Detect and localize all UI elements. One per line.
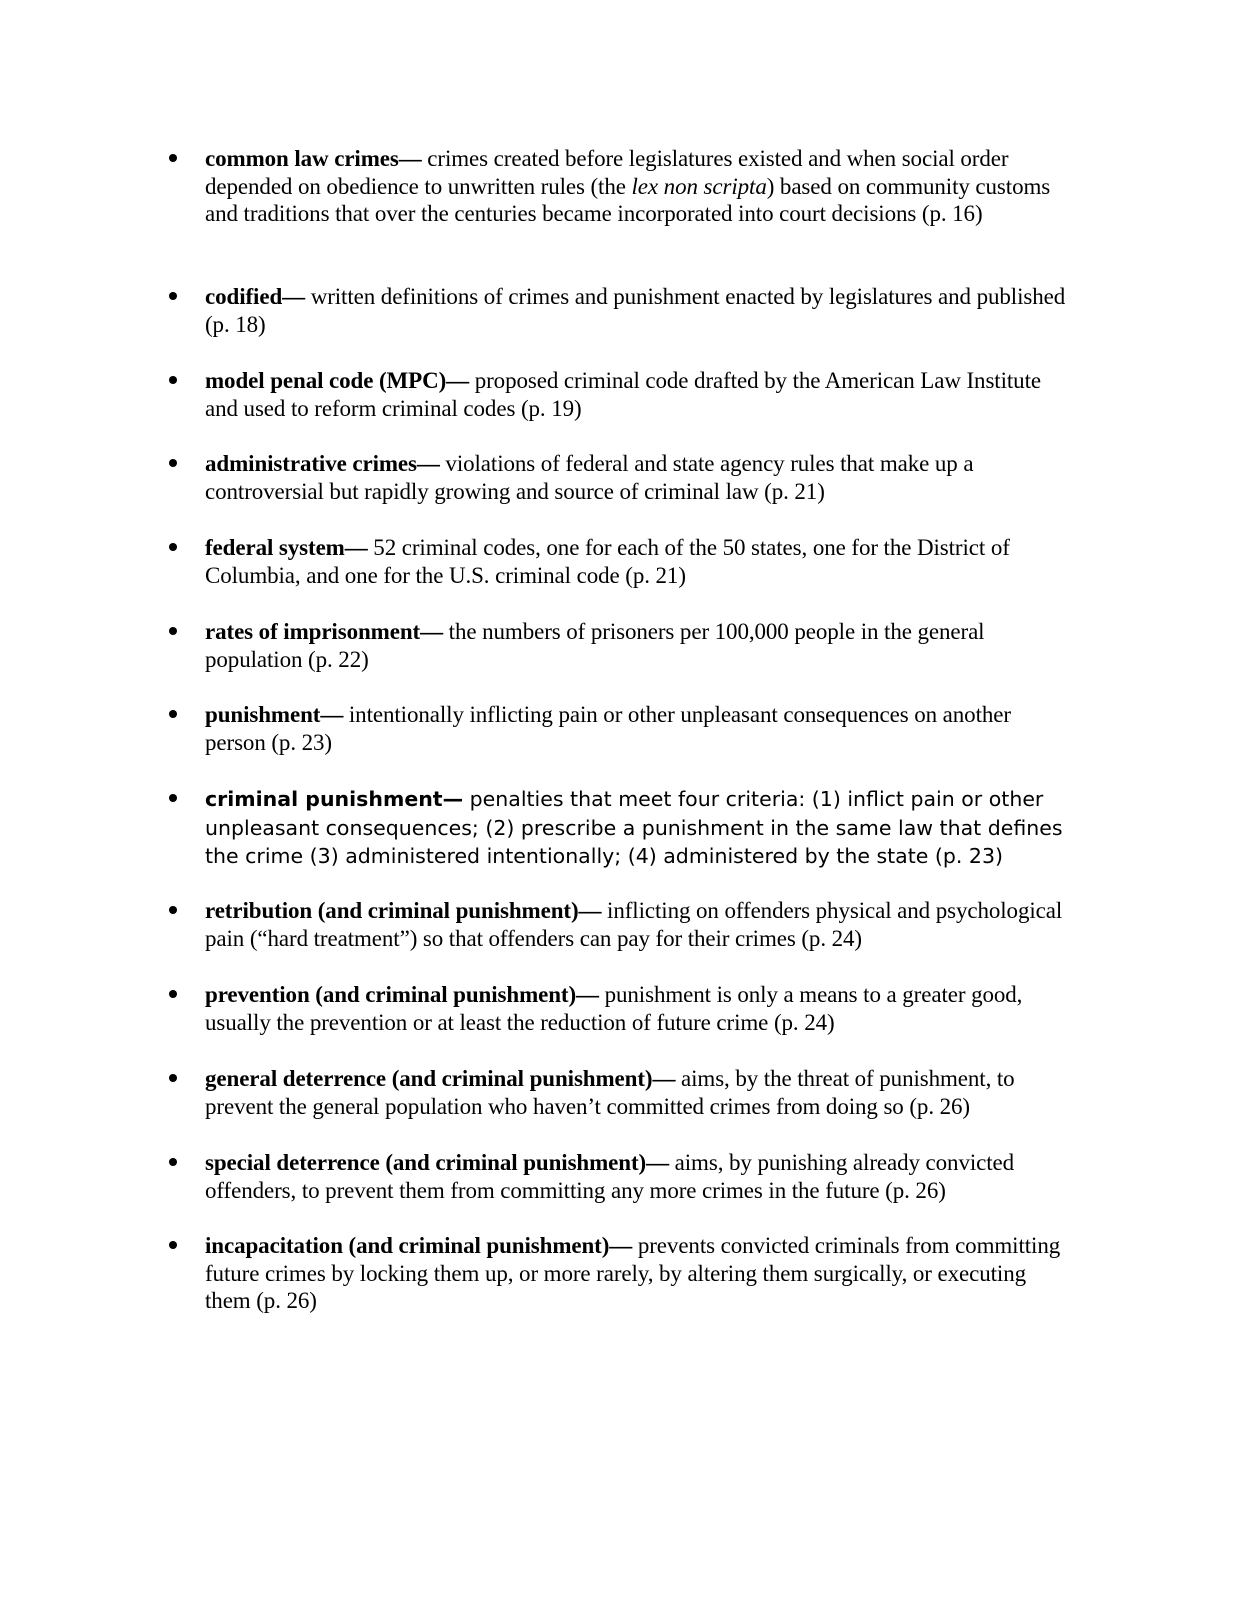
- bullet-icon: [169, 367, 181, 395]
- glossary-entry: [205, 897, 1075, 952]
- glossary-term: administrative crimes—: [205, 451, 440, 476]
- glossary-entry: [205, 1232, 1075, 1315]
- bullet-icon: [169, 1065, 181, 1093]
- glossary-definition: the numbers of prisoners per 100,000 people in the general population (p. 22): [205, 619, 985, 672]
- bullet-icon: [169, 785, 181, 813]
- glossary-term: criminal punishment—: [205, 787, 464, 811]
- glossary-entry: [205, 1149, 1075, 1204]
- glossary-term: prevention (and criminal punishment)—: [205, 982, 599, 1007]
- glossary-entry: [205, 981, 1075, 1036]
- glossary-entry: [205, 450, 1075, 505]
- glossary-entry: [205, 367, 1075, 422]
- bullet-icon: [169, 981, 181, 1009]
- glossary-definition: punishment is only a means to a greater good, usually the prevention or at least the reduction of future crime (p. 24): [205, 982, 1023, 1035]
- glossary-term: rates of imprisonment—: [205, 619, 443, 644]
- bullet-icon: [169, 283, 181, 311]
- bullet-icon: [169, 145, 181, 173]
- glossary-term: general deterrence (and criminal punishment)—: [205, 1066, 676, 1091]
- glossary-entry: [205, 283, 1075, 338]
- glossary-entry: [205, 618, 1075, 673]
- glossary-term: model penal code (MPC)—: [205, 368, 470, 393]
- glossary-definition: crimes created before legislatures existed and when social order depended on obedience to unwritten rules (the: [205, 146, 1009, 199]
- glossary-definition: inflicting on offenders physical and psychological pain (“hard treatment”) so that offenders can pay for their crimes (p. 24): [205, 898, 1063, 951]
- bullet-icon: [169, 1149, 181, 1177]
- glossary-definition: 52 criminal codes, one for each of the 50 states, one for the District of Columbia, and one for the U.S. criminal code (p. 21): [205, 535, 1010, 588]
- glossary-definition: aims, by the threat of punishment, to prevent the general population who haven’t committed crimes from doing so (p. 26): [205, 1066, 1015, 1119]
- glossary-term: special deterrence (and criminal punishment)—: [205, 1150, 669, 1175]
- bullet-icon: [169, 450, 181, 478]
- glossary-definition: aims, by punishing already convicted offenders, to prevent them from committing any more crimes in the future (p. 26): [205, 1150, 1015, 1203]
- glossary-entry: [205, 1065, 1075, 1120]
- bullet-icon: [169, 618, 181, 646]
- glossary-entry: [205, 785, 1075, 871]
- glossary-term: incapacitation (and criminal punishment)—: [205, 1233, 633, 1258]
- bullet-icon: [169, 1232, 181, 1260]
- glossary-term: common law crimes—: [205, 146, 422, 171]
- glossary-definition: prevents convicted criminals from committing future crimes by locking them up, or more rarely, by altering them surgically, or executing them (p. 26): [205, 1233, 1061, 1313]
- bullet-icon: [169, 897, 181, 925]
- glossary-definition: proposed criminal code drafted by the American Law Institute and used to reform criminal codes (p. 19): [205, 368, 1041, 421]
- bullet-icon: [169, 534, 181, 562]
- glossary-term: punishment—: [205, 702, 344, 727]
- glossary-term: retribution (and criminal punishment)—: [205, 898, 602, 923]
- glossary-term: codified—: [205, 284, 306, 309]
- glossary-definition-italic: lex non scripta: [631, 173, 767, 199]
- glossary-entry: [205, 701, 1075, 756]
- glossary-definition: written definitions of crimes and punishment enacted by legislatures and published (p. 18): [205, 284, 1071, 337]
- glossary-definition: ) based on community customs and traditions that over the centuries became incorporated into court decisions (p. 16): [205, 173, 1051, 226]
- glossary-definition: intentionally inflicting pain or other unpleasant consequences on another person (p. 23): [205, 702, 1011, 755]
- glossary-entry: [205, 534, 1075, 589]
- glossary-entry: [205, 145, 1075, 228]
- glossary-definition: violations of federal and state agency rules that make up a controversial but rapidly growing and source of criminal law (p. 21): [205, 451, 974, 504]
- glossary-term: federal system—: [205, 535, 368, 560]
- glossary-definition: penalties that meet four criteria: (1) inflict pain or other unpleasant consequences; (2) prescribe a punishment in the same law that defines the crime (3) administered intentionally; (4) administered by the state (p. 23): [205, 787, 1063, 868]
- bullet-icon: [169, 701, 181, 729]
